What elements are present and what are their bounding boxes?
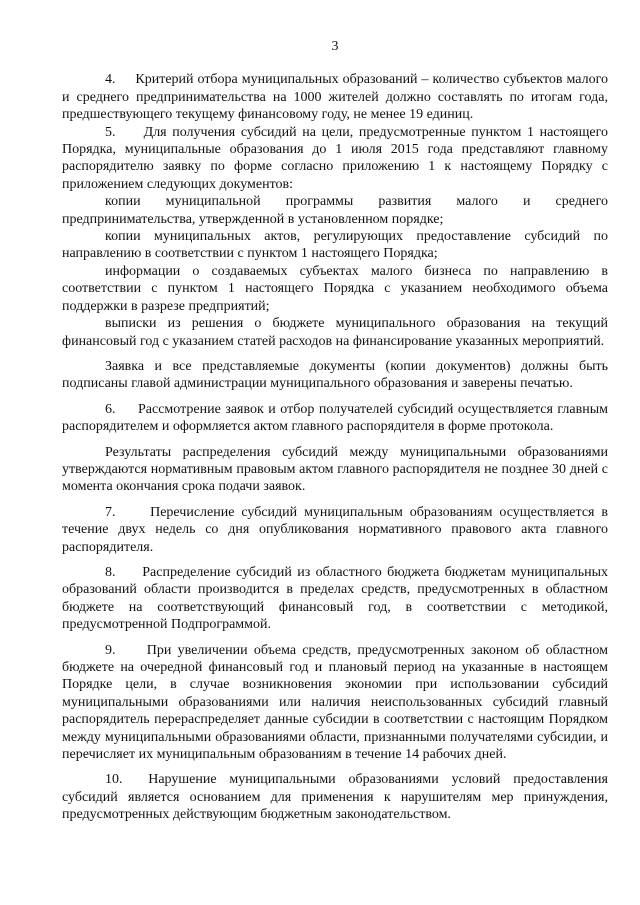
paragraph-distribution-results: Результаты распределения субсидий между муниципальными образованиями утверждаются нормативным правовым актом главного распорядителя не позднее 30 дней с момента окончания срока подачи заявок. <box>62 444 608 495</box>
document-item-program-copy: копии муниципальной программы развития малого и среднего предпринимательства, утвержденной в установленном порядке; <box>62 194 608 227</box>
page-number: 3 <box>331 39 339 54</box>
paragraph-9-reallocation: 9. При увеличении объема средств, предусмотренных законом об областном бюджете на очередной финансовый год и плановый период на указанные в настоящем Порядке цели, в случае возникновения экономии при использовании субсидий муниципальными образованиями или наличия неиспользованных субсидий главный распорядитель перераспределяет данные субсидии в соответствии с настоящим Порядком между муниципальными образованиями области, признанными получателями субсидии, и перечисляет их муниципальным образованиям в течение 14 рабочих дней. <box>62 642 608 763</box>
paragraph-4-selection-criterion: 4. Критерий отбора муниципальных образований – количество субъектов малого и среднего предпринимательства на 1000 жителей должно составлять по итогам года, предшествующего текущему финансовому году, не менее 19 единиц. <box>62 72 608 123</box>
paragraph-10-violation: 10. Нарушение муниципальными образованиями условий предоставления субсидий является основанием для применения к нарушителям мер принуждения, предусмотренных действующим бюджетным законодательством. <box>62 772 608 823</box>
paragraph-6-review: 6. Рассмотрение заявок и отбор получателей субсидий осуществляется главным распорядителем и оформляется актом главного распорядителя в форме протокола. <box>62 401 608 435</box>
paragraph-signature-requirement: Заявка и все представляемые документы (копии документов) должны быть подписаны главой администрации муниципального образования и заверены печатью. <box>62 358 608 392</box>
paragraph-7-transfer: 7. Перечисление субсидий муниципальным образованиям осуществляется в течение двух недель со дня опубликования нормативного правового акта главного распорядителя. <box>62 504 608 555</box>
document-item-municipal-acts: копии муниципальных актов, регулирующих предоставление субсидий по направлению в соответствии с пунктом 1 настоящего Порядка; <box>62 229 608 262</box>
document-item-budget-extract: выписки из решения о бюджете муниципального образования на текущий финансовый год с указанием статей расходов на финансирование указанных мероприятий. <box>62 316 608 349</box>
paragraph-5-application: 5. Для получения субсидий на цели, предусмотренные пунктом 1 настоящего Порядка, муниципальные образования до 1 июля 2015 года представляют главному распорядителю заявку по форме согласно приложению 1 к настоящему Порядку с приложением следующих документов: <box>62 124 608 192</box>
paragraph-8-distribution: 8. Распределение субсидий из областного бюджета бюджетам муниципальных образований области производится в пределах средств, предусмотренных в областном бюджете на соответствующий финансовый год, в соответствии с методикой, предусмотренной Подпрограммой. <box>62 564 608 633</box>
document-item-business-info: информации о создаваемых субъектах малого бизнеса по направлению в соответствии с пунктом 1 настоящего Порядка с указанием необходимого объема поддержки в разрезе предприятий; <box>62 263 608 314</box>
